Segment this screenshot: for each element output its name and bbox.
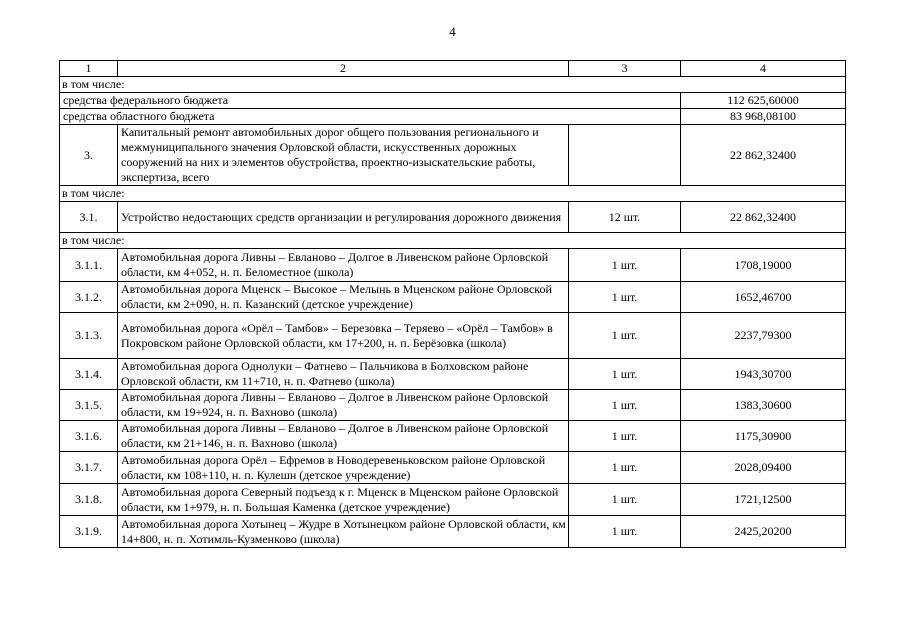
item-value: 1721,12500 bbox=[681, 484, 846, 516]
item-description: Автомобильная дорога «Орёл – Тамбов» – Березовка – Теряево – «Орёл – Тамбов» в Покровском районе Орловской области, км 17+200, н. п. Берёзовка (школа) bbox=[118, 313, 569, 359]
item-value: 2237,79300 bbox=[681, 313, 846, 359]
table-row bbox=[60, 249, 846, 282]
header-row bbox=[60, 61, 846, 77]
budget-table bbox=[59, 60, 846, 548]
item-number: 3.1.3. bbox=[60, 313, 118, 359]
header-col-4: 4 bbox=[681, 61, 846, 77]
item-value: 1175,30900 bbox=[681, 421, 846, 452]
item-value: 1652,46700 bbox=[681, 282, 846, 313]
table-row bbox=[60, 484, 846, 516]
section-3-value: 22 862,32400 bbox=[681, 125, 846, 186]
table-row bbox=[60, 452, 846, 484]
in-total-row bbox=[60, 233, 846, 249]
item-quantity: 1 шт. bbox=[569, 390, 681, 421]
in-total-label: в том числе: bbox=[60, 77, 846, 93]
item-description: Автомобильная дорога Мценск – Высокое – Мелынь в Мценском районе Орловской области, км 2+090, н. п. Казанский (детское учреждение) bbox=[118, 282, 569, 313]
federal-budget-value: 112 625,60000 bbox=[681, 93, 846, 109]
item-quantity: 1 шт. bbox=[569, 516, 681, 548]
section-3-description: Капитальный ремонт автомобильных дорог общего пользования регионального и межмуниципального значения Орловской области, искусственных дорожных сооружений на них и элементов обустройства, проектно-изыскательские работы, экспертиза, всего bbox=[118, 125, 569, 186]
item-number: 3.1.5. bbox=[60, 390, 118, 421]
item-number: 3.1.4. bbox=[60, 359, 118, 390]
section-3-1-quantity: 12 шт. bbox=[569, 202, 681, 233]
federal-budget-label: средства федерального бюджета bbox=[60, 93, 681, 109]
section-3-number: 3. bbox=[60, 125, 118, 186]
item-quantity: 1 шт. bbox=[569, 282, 681, 313]
item-value: 1708,19000 bbox=[681, 249, 846, 282]
item-value: 2028,09400 bbox=[681, 452, 846, 484]
item-description: Автомобильная дорога Хотынец – Жудре в Хотынецком районе Орловской области, км 14+800, н. п. Хотимль-Кузменково (школа) bbox=[118, 516, 569, 548]
header-col-3: 3 bbox=[569, 61, 681, 77]
section-3-quantity bbox=[569, 125, 681, 186]
in-total-label: в том числе: bbox=[60, 186, 846, 202]
section-3-1-value: 22 862,32400 bbox=[681, 202, 846, 233]
item-description: Автомобильная дорога Ливны – Евланово – Долгое в Ливенском районе Орловской области, км 21+146, н. п. Вахново (школа) bbox=[118, 421, 569, 452]
item-description: Автомобильная дорога Ливны – Евланово – Долгое в Ливенском районе Орловской области, км 19+924, н. п. Вахново (школа) bbox=[118, 390, 569, 421]
federal-budget-row bbox=[60, 93, 846, 109]
section-3-1-description: Устройство недостающих средств организации и регулирования дорожного движения bbox=[118, 202, 569, 233]
page-number: 4 bbox=[449, 24, 456, 39]
section-3-1-row bbox=[60, 202, 846, 233]
header-col-2: 2 bbox=[118, 61, 569, 77]
in-total-row bbox=[60, 186, 846, 202]
item-number: 3.1.8. bbox=[60, 484, 118, 516]
item-number: 3.1.2. bbox=[60, 282, 118, 313]
table-row bbox=[60, 282, 846, 313]
item-quantity: 1 шт. bbox=[569, 313, 681, 359]
item-value: 2425,20200 bbox=[681, 516, 846, 548]
item-description: Автомобильная дорога Однолуки – Фатнево – Пальчикова в Болховском районе Орловской области, км 11+710, н. п. Фатнево (школа) bbox=[118, 359, 569, 390]
regional-budget-value: 83 968,08100 bbox=[681, 109, 846, 125]
table-row bbox=[60, 516, 846, 548]
table-row bbox=[60, 313, 846, 359]
in-total-label: в том числе: bbox=[60, 233, 846, 249]
item-number: 3.1.6. bbox=[60, 421, 118, 452]
item-number: 3.1.9. bbox=[60, 516, 118, 548]
section-3-row bbox=[60, 125, 846, 186]
regional-budget-row bbox=[60, 109, 846, 125]
item-value: 1383,30600 bbox=[681, 390, 846, 421]
header-col-1: 1 bbox=[60, 61, 118, 77]
item-number: 3.1.7. bbox=[60, 452, 118, 484]
item-description: Автомобильная дорога Северный подъезд к г. Мценск в Мценском районе Орловской области, км 1+979, н. п. Большая Каменка (детское учреждение) bbox=[118, 484, 569, 516]
item-description: Автомобильная дорога Орёл – Ефремов в Новодеревеньковском районе Орловской области, км 108+110, н. п. Кулешн (детское учреждение) bbox=[118, 452, 569, 484]
item-quantity: 1 шт. bbox=[569, 421, 681, 452]
table-row bbox=[60, 359, 846, 390]
item-value: 1943,30700 bbox=[681, 359, 846, 390]
item-quantity: 1 шт. bbox=[569, 249, 681, 282]
regional-budget-label: средства областного бюджета bbox=[60, 109, 681, 125]
item-quantity: 1 шт. bbox=[569, 452, 681, 484]
in-total-row bbox=[60, 77, 846, 93]
section-3-1-number: 3.1. bbox=[60, 202, 118, 233]
table-row bbox=[60, 390, 846, 421]
table-row bbox=[60, 421, 846, 452]
item-description: Автомобильная дорога Ливны – Евланово – Долгое в Ливенском районе Орловской области, км 4+052, н. п. Беломестное (школа) bbox=[118, 249, 569, 282]
item-quantity: 1 шт. bbox=[569, 359, 681, 390]
item-number: 3.1.1. bbox=[60, 249, 118, 282]
item-quantity: 1 шт. bbox=[569, 484, 681, 516]
